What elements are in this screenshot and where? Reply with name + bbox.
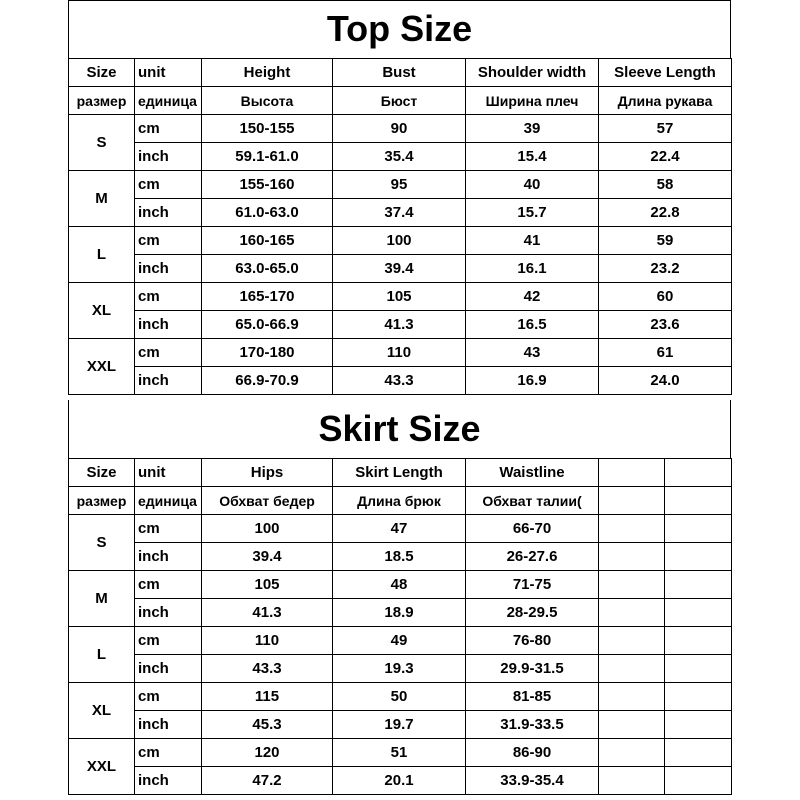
unit-cell: inch	[135, 599, 202, 627]
value-cell: 115	[202, 683, 333, 711]
value-cell	[599, 627, 665, 655]
size-cell: XL	[69, 683, 135, 739]
table-row	[69, 599, 732, 627]
header-cell: Waistline	[466, 459, 599, 487]
value-cell: 110	[333, 339, 466, 367]
value-cell	[599, 655, 665, 683]
size-cell: M	[69, 571, 135, 627]
value-cell: 81-85	[466, 683, 599, 711]
value-cell: 49	[333, 627, 466, 655]
header-cell-ru: Обхват талии(	[466, 487, 599, 515]
unit-cell: inch	[135, 543, 202, 571]
unit-cell: cm	[135, 227, 202, 255]
size-cell: XL	[69, 283, 135, 339]
value-cell: 43	[466, 339, 599, 367]
value-cell: 59	[599, 227, 732, 255]
value-cell: 66-70	[466, 515, 599, 543]
value-cell: 18.5	[333, 543, 466, 571]
value-cell: 150-155	[202, 115, 333, 143]
unit-cell: inch	[135, 255, 202, 283]
value-cell: 48	[333, 571, 466, 599]
header-row-en	[69, 59, 732, 87]
value-cell	[599, 683, 665, 711]
unit-cell: inch	[135, 199, 202, 227]
value-cell: 37.4	[333, 199, 466, 227]
value-cell: 29.9-31.5	[466, 655, 599, 683]
size-cell: M	[69, 171, 135, 227]
table-row	[69, 199, 732, 227]
value-cell	[665, 599, 732, 627]
size-cell: L	[69, 227, 135, 283]
value-cell: 58	[599, 171, 732, 199]
value-cell	[665, 627, 732, 655]
header-cell: Size	[69, 59, 135, 87]
header-cell-ru: Обхват бедер	[202, 487, 333, 515]
header-cell: Shoulder width	[466, 59, 599, 87]
value-cell: 22.4	[599, 143, 732, 171]
value-cell: 16.9	[466, 367, 599, 395]
value-cell: 57	[599, 115, 732, 143]
value-cell: 19.3	[333, 655, 466, 683]
value-cell: 105	[333, 283, 466, 311]
header-cell-ru: размер	[69, 87, 135, 115]
skirt-size-table	[68, 458, 732, 795]
value-cell	[665, 655, 732, 683]
header-cell: unit	[135, 459, 202, 487]
header-cell-ru: единица	[135, 87, 202, 115]
value-cell	[599, 711, 665, 739]
skirt-size-title: Skirt Size	[318, 408, 481, 449]
unit-cell: cm	[135, 171, 202, 199]
value-cell: 41.3	[202, 599, 333, 627]
unit-cell: inch	[135, 367, 202, 395]
unit-cell: cm	[135, 339, 202, 367]
value-cell	[665, 739, 732, 767]
size-cell: L	[69, 627, 135, 683]
value-cell	[665, 543, 732, 571]
size-cell: S	[69, 515, 135, 571]
value-cell: 39.4	[202, 543, 333, 571]
header-cell: Height	[202, 59, 333, 87]
table-row	[69, 627, 732, 655]
value-cell: 43.3	[202, 655, 333, 683]
value-cell: 95	[333, 171, 466, 199]
header-cell: unit	[135, 59, 202, 87]
table-row	[69, 515, 732, 543]
header-cell-ru	[599, 487, 665, 515]
value-cell: 100	[202, 515, 333, 543]
value-cell: 41	[466, 227, 599, 255]
value-cell: 16.5	[466, 311, 599, 339]
top-size-title: Top Size	[326, 8, 473, 49]
value-cell	[599, 739, 665, 767]
top-size-table-body	[69, 59, 732, 395]
header-cell-ru: единица	[135, 487, 202, 515]
unit-cell: inch	[135, 711, 202, 739]
skirt-size-table-body	[69, 459, 732, 795]
unit-cell: inch	[135, 143, 202, 171]
value-cell: 60	[599, 283, 732, 311]
value-cell	[599, 515, 665, 543]
value-cell: 61	[599, 339, 732, 367]
table-row	[69, 227, 732, 255]
table-row	[69, 683, 732, 711]
header-cell	[599, 459, 665, 487]
value-cell: 41.3	[333, 311, 466, 339]
value-cell: 100	[333, 227, 466, 255]
unit-cell: cm	[135, 283, 202, 311]
value-cell: 33.9-35.4	[466, 767, 599, 795]
table-row	[69, 571, 732, 599]
value-cell: 165-170	[202, 283, 333, 311]
header-cell	[665, 459, 732, 487]
value-cell: 39	[466, 115, 599, 143]
value-cell: 50	[333, 683, 466, 711]
value-cell: 40	[466, 171, 599, 199]
value-cell: 86-90	[466, 739, 599, 767]
value-cell: 39.4	[333, 255, 466, 283]
value-cell: 43.3	[333, 367, 466, 395]
value-cell: 15.4	[466, 143, 599, 171]
value-cell	[665, 571, 732, 599]
value-cell	[665, 683, 732, 711]
value-cell: 65.0-66.9	[202, 311, 333, 339]
header-cell: Hips	[202, 459, 333, 487]
table-row	[69, 311, 732, 339]
value-cell: 90	[333, 115, 466, 143]
value-cell: 26-27.6	[466, 543, 599, 571]
header-cell-ru	[665, 487, 732, 515]
header-cell: Skirt Length	[333, 459, 466, 487]
value-cell	[599, 571, 665, 599]
value-cell: 155-160	[202, 171, 333, 199]
unit-cell: cm	[135, 115, 202, 143]
unit-cell: cm	[135, 739, 202, 767]
value-cell: 35.4	[333, 143, 466, 171]
value-cell	[599, 599, 665, 627]
table-row	[69, 711, 732, 739]
size-chart-sheet	[68, 0, 731, 800]
table-row	[69, 283, 732, 311]
value-cell: 18.9	[333, 599, 466, 627]
value-cell: 110	[202, 627, 333, 655]
table-row	[69, 255, 732, 283]
table-row	[69, 143, 732, 171]
header-cell-ru: Высота	[202, 87, 333, 115]
value-cell: 120	[202, 739, 333, 767]
header-cell-ru: Ширина плеч	[466, 87, 599, 115]
value-cell: 61.0-63.0	[202, 199, 333, 227]
header-row-ru	[69, 487, 732, 515]
table-row	[69, 739, 732, 767]
value-cell	[599, 543, 665, 571]
value-cell	[665, 767, 732, 795]
unit-cell: inch	[135, 767, 202, 795]
header-cell: Bust	[333, 59, 466, 87]
value-cell: 66.9-70.9	[202, 367, 333, 395]
header-cell-ru: размер	[69, 487, 135, 515]
value-cell: 45.3	[202, 711, 333, 739]
size-cell: XXL	[69, 339, 135, 395]
unit-cell: cm	[135, 683, 202, 711]
header-cell-ru: Длина рукава	[599, 87, 732, 115]
value-cell	[599, 767, 665, 795]
value-cell: 15.7	[466, 199, 599, 227]
value-cell: 170-180	[202, 339, 333, 367]
value-cell: 24.0	[599, 367, 732, 395]
value-cell: 19.7	[333, 711, 466, 739]
header-row-ru	[69, 87, 732, 115]
unit-cell: cm	[135, 627, 202, 655]
value-cell: 105	[202, 571, 333, 599]
value-cell: 22.8	[599, 199, 732, 227]
value-cell: 59.1-61.0	[202, 143, 333, 171]
unit-cell: inch	[135, 311, 202, 339]
value-cell: 71-75	[466, 571, 599, 599]
table-row	[69, 339, 732, 367]
header-cell: Sleeve Length	[599, 59, 732, 87]
top-size-table	[68, 58, 732, 395]
unit-cell: cm	[135, 515, 202, 543]
size-cell: S	[69, 115, 135, 171]
value-cell: 63.0-65.0	[202, 255, 333, 283]
table-row	[69, 655, 732, 683]
value-cell: 16.1	[466, 255, 599, 283]
value-cell: 76-80	[466, 627, 599, 655]
value-cell: 23.2	[599, 255, 732, 283]
table-row	[69, 767, 732, 795]
value-cell: 42	[466, 283, 599, 311]
value-cell: 160-165	[202, 227, 333, 255]
value-cell: 23.6	[599, 311, 732, 339]
value-cell: 31.9-33.5	[466, 711, 599, 739]
table-row	[69, 115, 732, 143]
value-cell: 51	[333, 739, 466, 767]
header-cell-ru: Бюст	[333, 87, 466, 115]
value-cell	[665, 711, 732, 739]
header-cell-ru: Длина брюк	[333, 487, 466, 515]
value-cell: 47.2	[202, 767, 333, 795]
table-row	[69, 367, 732, 395]
table-row	[69, 171, 732, 199]
header-row-en	[69, 459, 732, 487]
value-cell	[665, 515, 732, 543]
unit-cell: inch	[135, 655, 202, 683]
size-cell: XXL	[69, 739, 135, 795]
value-cell: 28-29.5	[466, 599, 599, 627]
header-cell: Size	[69, 459, 135, 487]
unit-cell: cm	[135, 571, 202, 599]
value-cell: 47	[333, 515, 466, 543]
table-row	[69, 543, 732, 571]
value-cell: 20.1	[333, 767, 466, 795]
